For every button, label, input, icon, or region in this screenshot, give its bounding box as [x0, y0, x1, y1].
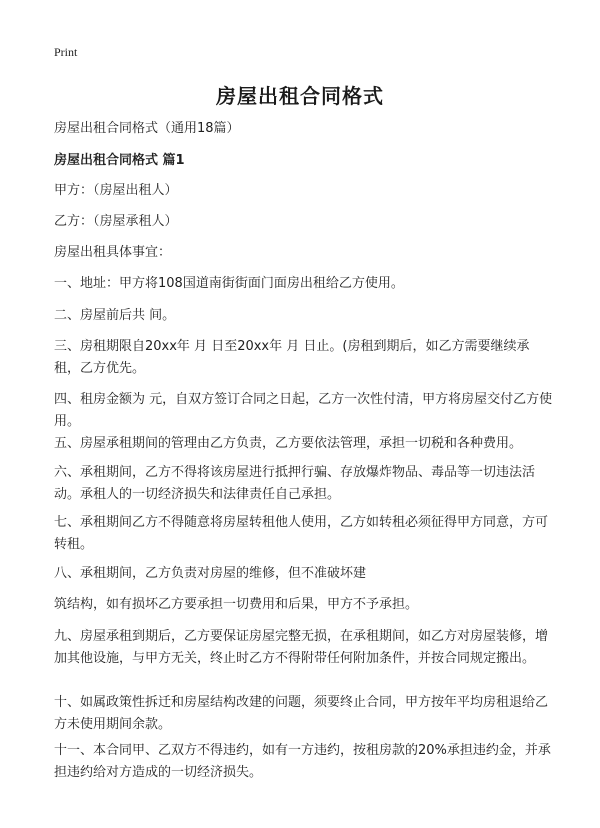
paragraph-clause-11: 十一、本合同甲、乙双方不得违约，如有一方违约，按租房款的20%承担违约金，并承担违约给对方造成的一切经济损失。: [54, 743, 551, 780]
paragraph-clause-5: 五、房屋承租期间的管理由乙方负责，乙方要依法管理，承担一切税和各种费用。: [54, 436, 523, 451]
paragraph-party-a: 甲方：（房屋出租人）: [54, 183, 178, 198]
paragraph-clause-8-part2: 筑结构，如有损坏乙方要承担一切费用和后果，甲方不予承担。: [54, 597, 419, 612]
paragraph-party-b: 乙方：（房屋承租人）: [54, 214, 178, 229]
paragraph-clause-1: 一、地址：甲方将108国道南街街面门面房出租给乙方使用。: [54, 276, 404, 291]
document-subtitle: 房屋出租合同格式（通用18篇）: [54, 121, 240, 136]
paragraph-clause-7: 七、承租期间乙方不得随意将房屋转租他人使用，乙方如转租必须征得甲方同意，方可转租。: [54, 515, 549, 552]
print-link[interactable]: Print: [54, 45, 78, 59]
paragraph-clause-10: 十、如属政策性拆迁和房屋结构改建的问题，须要终止合同，甲方按年平均房租退给乙方未使用期间余款。: [54, 695, 549, 732]
paragraph-clause-8-part1: 八、承租期间，乙方负责对房屋的维修，但不准破坏建: [54, 566, 367, 581]
document-title: 房屋出租合同格式: [216, 84, 384, 108]
paragraph-clause-2: 二、房屋前后共 间。: [54, 308, 176, 323]
paragraph-details-intro: 房屋出租具体事宜：: [54, 245, 172, 260]
paragraph-clause-6: 六、承租期间，乙方不得将该房屋进行抵押行骗、存放爆炸物品、毒品等一切违法活动。承租人的一切经济损失和法律责任自己承担。: [54, 465, 536, 502]
paragraph-clause-4: 四、租房金额为 元，自双方签订合同之日起，乙方一次性付清，甲方将房屋交付乙方使用。: [54, 392, 553, 429]
section-heading: 房屋出租合同格式 篇1: [54, 153, 185, 168]
paragraph-clause-3: 三、房租期限自20xx年 月 日至20xx年 月 日止。(房租到期后，如乙方需要继续承租，乙方优先。: [54, 339, 530, 376]
paragraph-clause-9: 九、房屋承租到期后，乙方要保证房屋完整无损，在承租期间，如乙方对房屋装修，增加其他设施，与甲方无关，终止时乙方不得附带任何附加条件，并按合同规定搬出。: [54, 629, 549, 666]
